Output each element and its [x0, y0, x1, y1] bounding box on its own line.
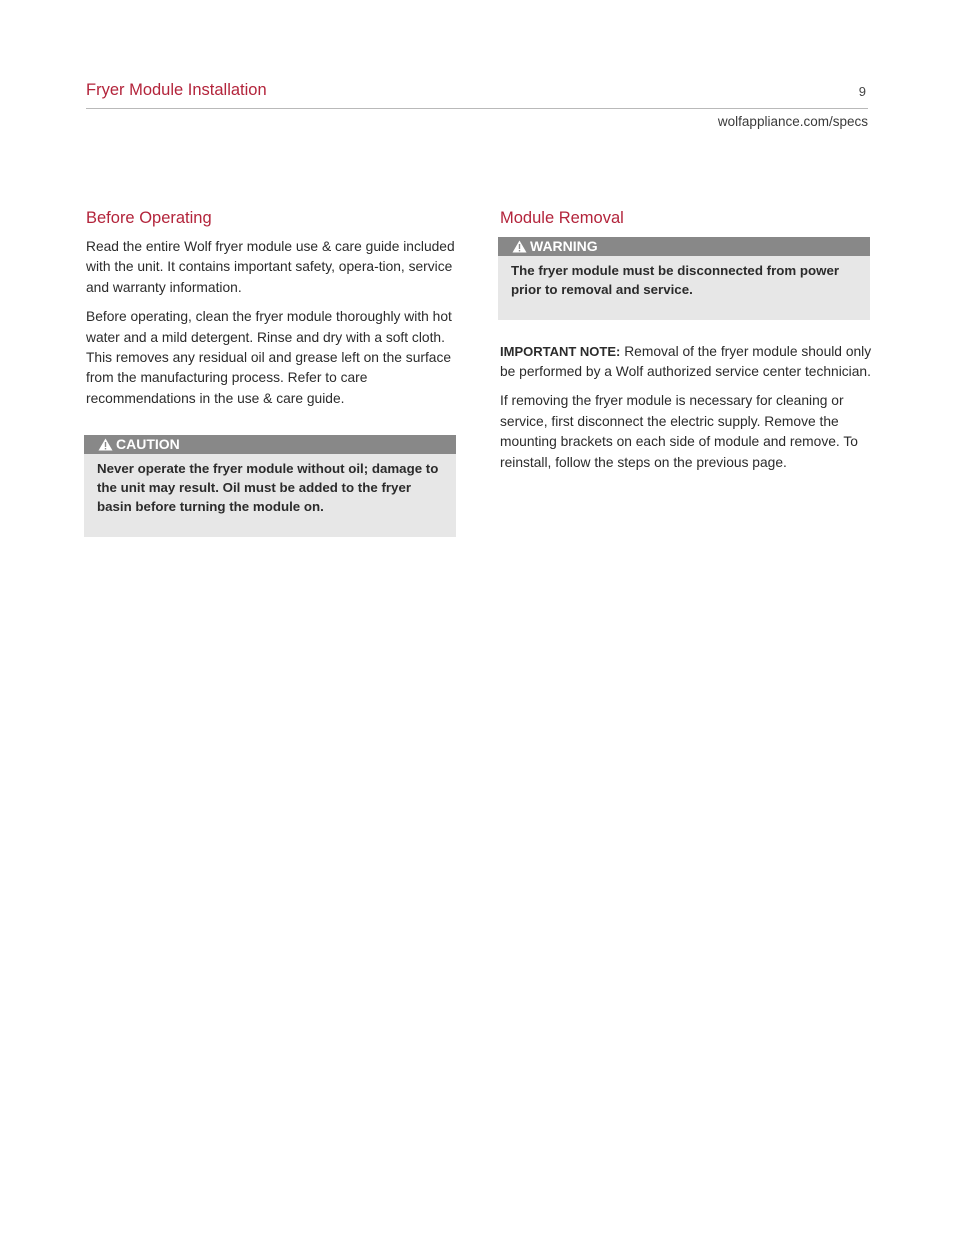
warning-label: WARNING — [530, 238, 598, 254]
warning-text: The fryer module must be disconnected from power prior to removal and service. — [511, 263, 840, 297]
module-removal-section — [500, 207, 872, 482]
caution-label: CAUTION — [116, 436, 180, 453]
before-operating-section — [86, 207, 458, 537]
important-note-text: Removal of the fryer module should only be performed by a Wolf authorized service center technician. — [500, 343, 872, 379]
header-url: wolfappliance.com/specs — [717, 114, 868, 129]
header-divider — [86, 108, 868, 109]
header-title: Fryer Module Installation — [86, 81, 267, 99]
caution-notice — [84, 435, 456, 536]
paragraph: Before operating, clean the fryer module thoroughly with hot water and a mild detergent. Rinse and dry with a soft cloth. This removes any residual oil and grease left on the surface from the manufacturing process. Refer to care recommendations in the use & care guide. — [86, 309, 452, 406]
important-note-label: IMPORTANT NOTE: — [500, 343, 621, 359]
caution-header — [84, 435, 456, 454]
paragraph: Read the entire Wolf fryer module use & care guide included with the unit. It contains important safety, opera-tion, service and warranty information. — [86, 239, 455, 295]
page-number: 9 — [858, 84, 866, 99]
warning-triangle-icon — [512, 240, 527, 253]
important-note — [500, 342, 872, 383]
warning-notice — [498, 237, 870, 320]
warning-triangle-icon — [98, 438, 113, 451]
section-heading-before-operating: Before Operating — [86, 209, 212, 227]
caution-text: Never operate the fryer module without oil; damage to the unit may result. Oil must be added to the fryer basin before turning the module on. — [97, 461, 439, 514]
paragraph: If removing the fryer module is necessary for cleaning or service, first disconnect the electric supply. Remove the mounting brackets on each side of module and remove. To reinstall, follow the steps on the previous page. — [500, 393, 858, 470]
warning-header — [498, 237, 870, 256]
section-heading-module-removal: Module Removal — [500, 209, 624, 227]
